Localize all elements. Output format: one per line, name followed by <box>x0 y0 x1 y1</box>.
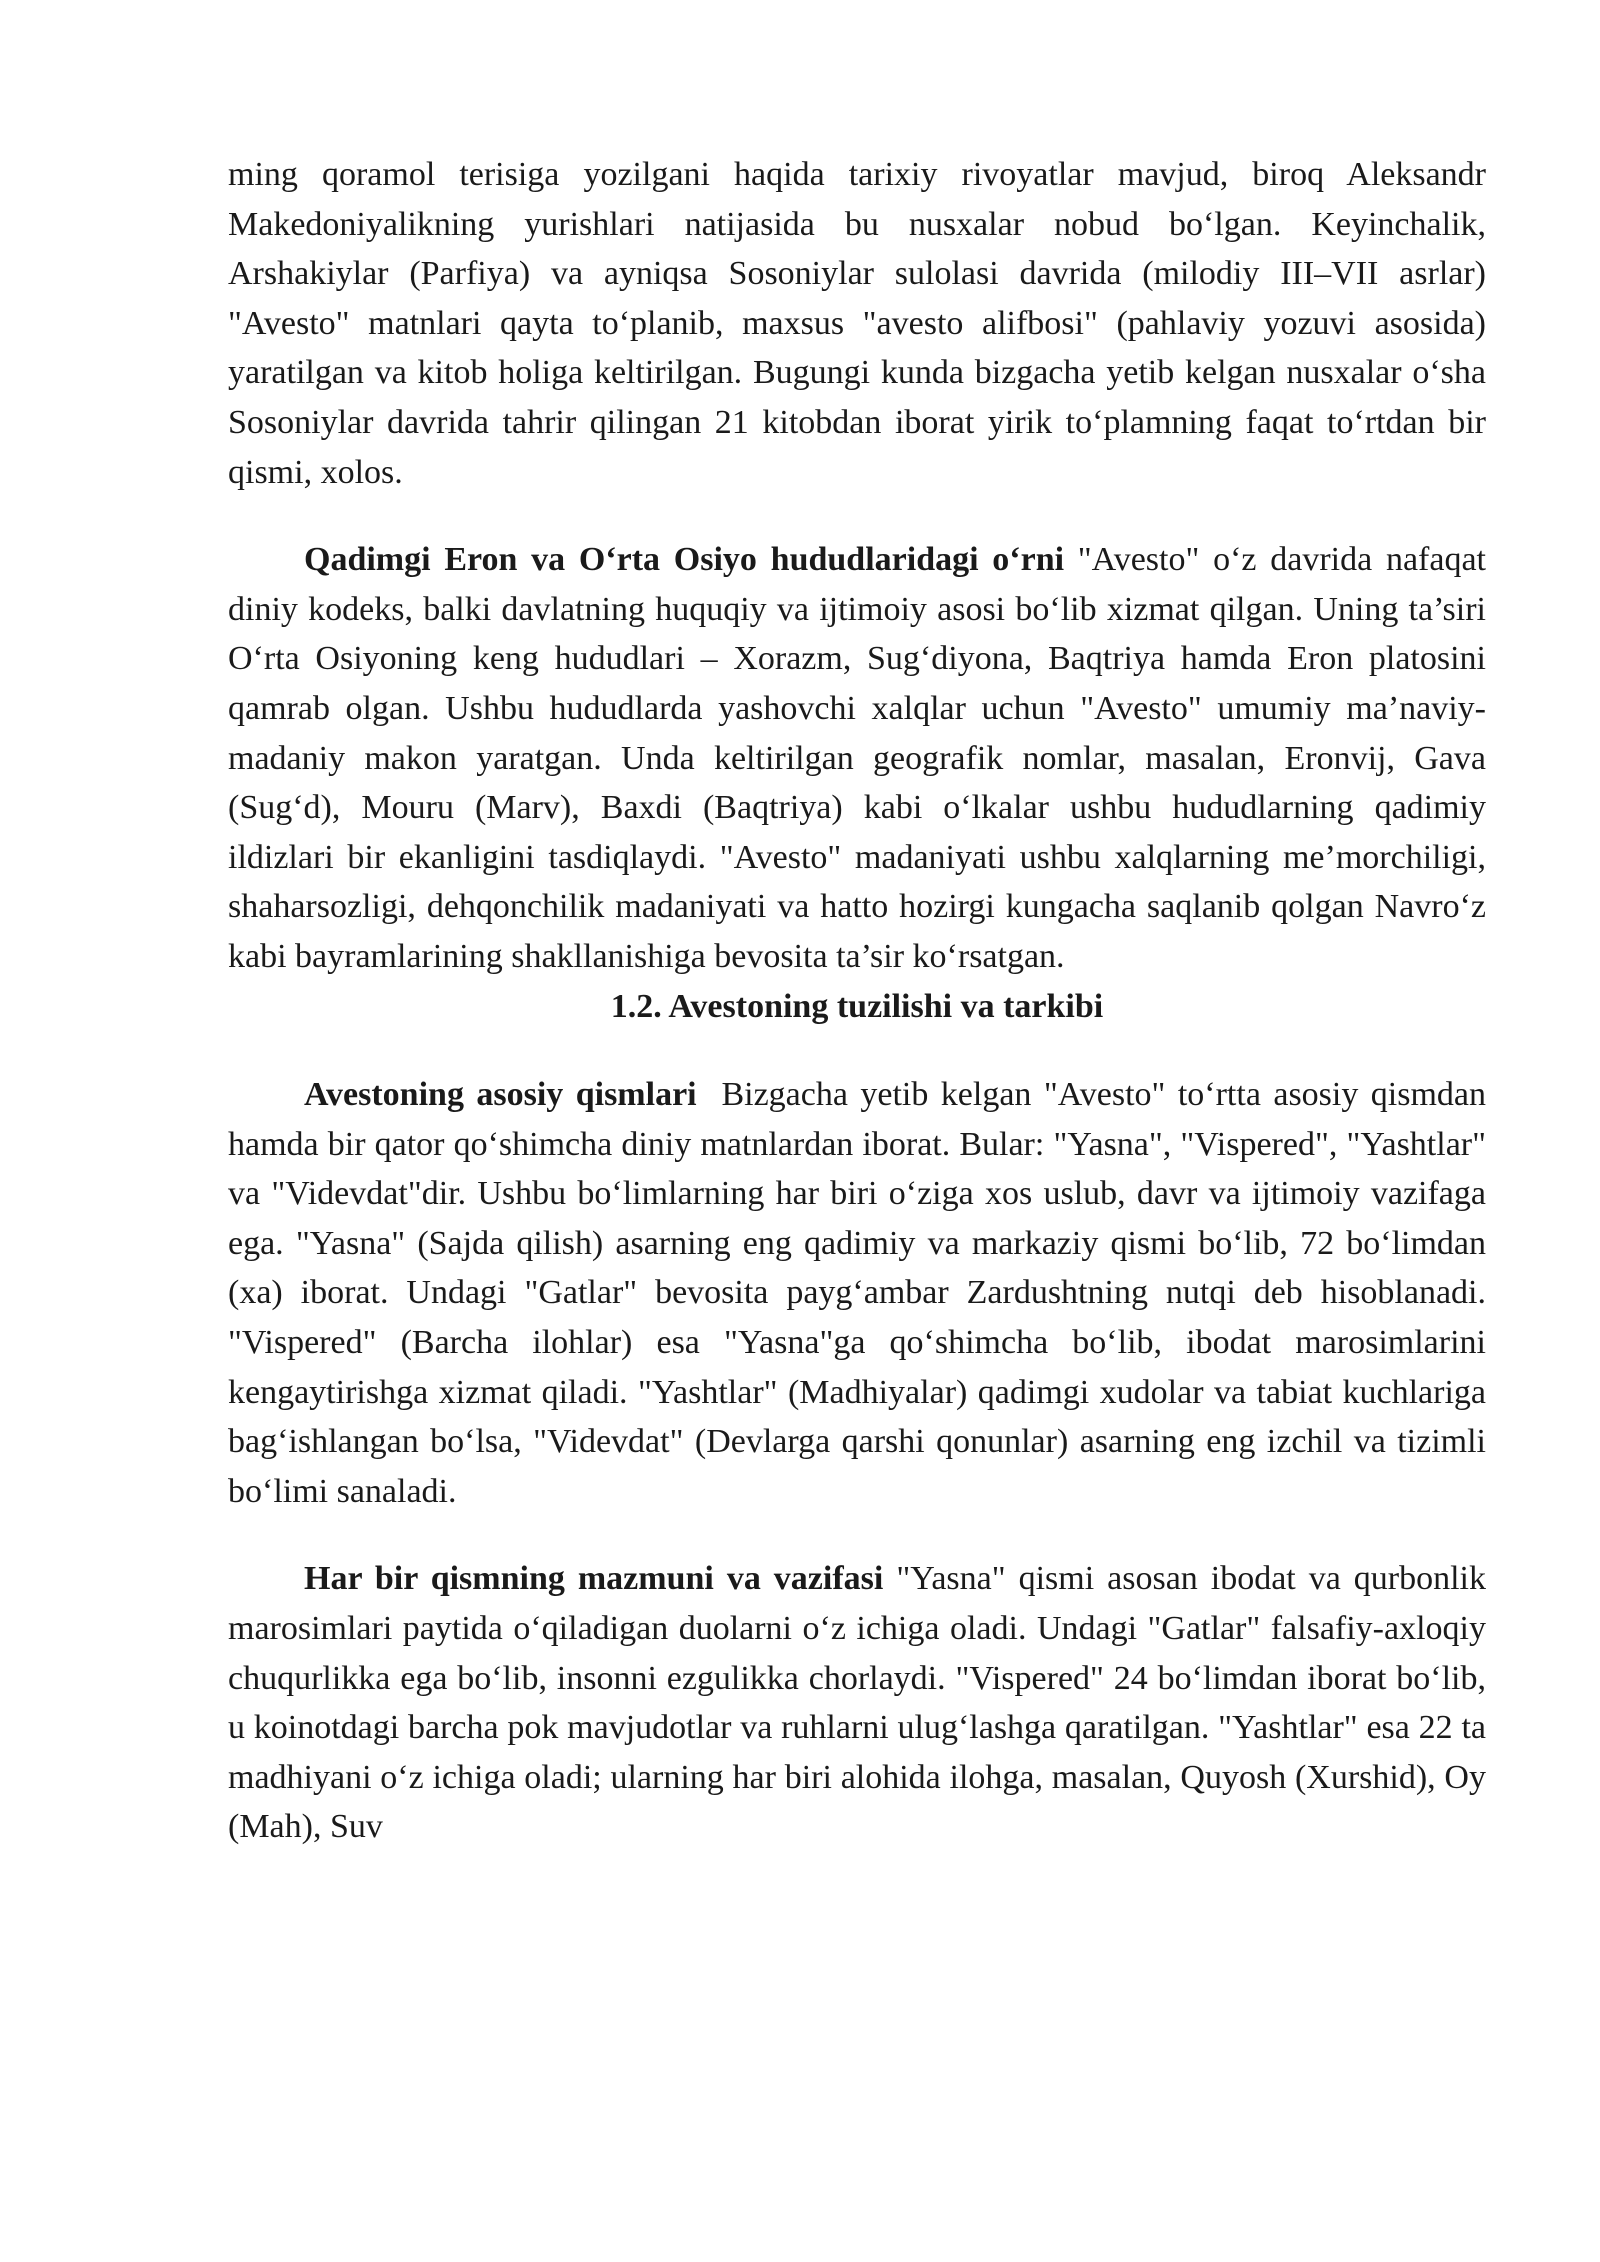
paragraph-lead-main-parts: Avestoning asosiy qismlari <box>304 1076 697 1114</box>
document-page <box>228 150 1495 1852</box>
paragraph-content-function <box>228 1554 1486 1852</box>
paragraph-role-in-region <box>228 535 1486 981</box>
paragraph-body-role-in-region: "Avesto" o‘z davrida nafaqat diniy kodeks, balki davlatning huquqiy va ijtimoiy asosi bo‘lib xizmat qilgan. Uning ta’siri O‘rta Osiyoning keng hududlari – Xorazm, Sug‘diyona, Baqtriya hamda Eron platosini qamrab olgan. Ushbu hududlarda yashovchi xalqlar uchun "Avesto" umumiy ma’naviy-madaniy makon yaratgan. Unda keltirilgan geografik nomlar, masalan, Eronvij, Gava (Sug‘d), Mouru (Marv), Baxdi (Baqtriya) kabi o‘lkalar ushbu hududlarning qadimiy ildizlari bir ekanligini tasdiqlaydi. "Avesto" madaniyati ushbu xalqlarning me’morchiligi, shaharsozligi, dehqonchilik madaniyati va hatto hozirgi kungacha saqlanib qolgan Navro‘z kabi bayramlarining shakllanishiga bevosita ta’sir ko‘rsatgan. <box>228 541 1486 975</box>
paragraph-lead-role-in-region: Qadimgi Eron va O‘rta Osiyo hududlaridagi o‘rni <box>304 541 1065 579</box>
paragraph-main-parts <box>228 1070 1495 1516</box>
paragraph-lead-content-function: Har bir qismning mazmuni va vazifasi <box>304 1560 884 1598</box>
paragraph-body-main-parts: Bizgacha yetib kelgan "Avesto" to‘rtta asosiy qismdan hamda bir qator qo‘shimcha diniy matnlardan iborat. Bular: "Yasna", "Vispered", "Yashtlar" va "Videvdat"dir. Ushbu bo‘limlarning har biri o‘ziga xos uslub, davr va ijtimoiy vazifaga ega. "Yasna" (Sajda qilish) asarning eng qadimiy va markaziy qismi bo‘lib, 72 bo‘limdan (xa) iborat. Undagi "Gatlar" bevosita payg‘ambar Zardushtning nutqi deb hisoblanadi. "Vispered" (Barcha ilohlar) esa "Yasna"ga qo‘shimcha bo‘lib, ibodat marosimlarini kengaytirishga xizmat qiladi. "Yashtlar" (Madhiyalar) qadimgi xudolar va tabiat kuchlariga bag‘ishlangan bo‘lsa, "Videvdat" (Devlarga qarshi qonunlar) asarning eng izchil va tizimli bo‘limi sanaladi. <box>228 1076 1495 1510</box>
section-heading: 1.2. Avestoning tuzilishi va tarkibi <box>610 987 1104 1025</box>
paragraph-body-content-function: "Yasna" qismi asosan ibodat va qurbonlik marosimlari paytida o‘qiladigan duolarni o‘z ichiga oladi. Undagi "Gatlar" falsafiy-axloqiy chuqurlikka ega bo‘lib, insonni ezgulikka chorlaydi. "Vispered" 24 bo‘limdan iborat bo‘lib, u koinotdagi barcha pok mavjudotlar va ruhlarni ulug‘lashga qaratilgan. "Yashtlar" esa 22 ta madhiyani o‘z ichiga oladi; ularning har biri alohida ilohga, masalan, Quyosh (Xurshid), Oy (Mah), Suv <box>228 1560 1487 1846</box>
paragraph-continuation: ming qoramol terisiga yozilgani haqida tarixiy rivoyatlar mavjud, biroq Aleksandr Makedoniyalikning yurishlari natijasida bu nusxalar nobud bo‘lgan. Keyinchalik, Arshakiylar (Parfiya) va ayniqsa Sosoniylar sulolasi davrida (milodiy III–VII asrlar) "Avesto" matnlari qayta to‘planib, maxsus "avesto alifbosi" (pahlaviy yozuvi asosida) yaratilgan va kitob holiga keltirilgan. Bugungi kunda bizgacha yetib kelgan nusxalar o‘sha Sosoniylar davrida tahrir qilingan 21 kitobdan iborat yirik to‘plamning faqat to‘rtdan bir qismi, xolos. <box>228 156 1486 491</box>
